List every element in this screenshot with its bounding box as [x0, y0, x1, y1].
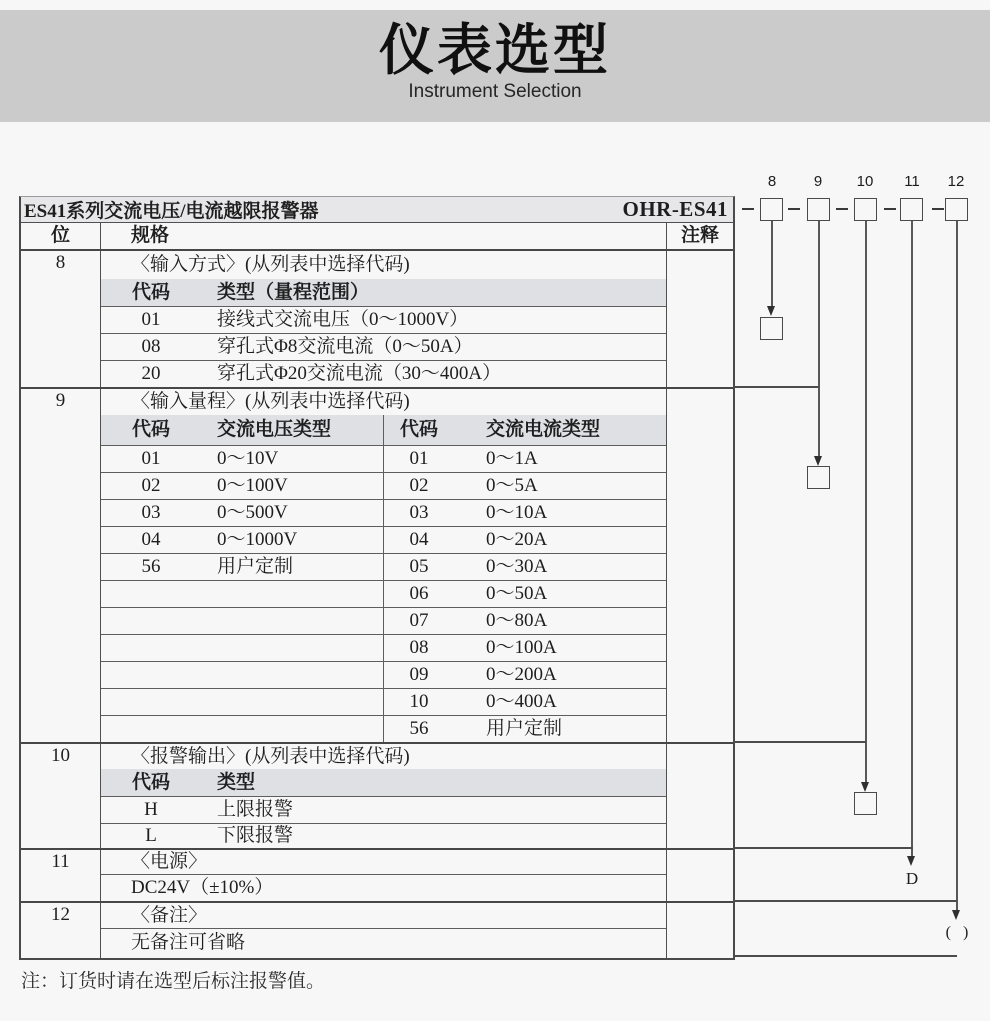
section-12-remark [21, 901, 733, 958]
code-cell: 08 [141, 336, 161, 357]
spec-column-header: 规格 [101, 223, 667, 249]
section-12-title: 〈备注〉 [101, 903, 666, 929]
type-cell: 0～30A [486, 556, 548, 577]
section-9-subheader [101, 415, 666, 445]
dash-separator [742, 208, 754, 210]
code-cell: L [145, 825, 157, 846]
type-cell: 0～20A [486, 529, 548, 550]
type-cell: 用户定制 [217, 556, 294, 577]
table-row [101, 715, 666, 742]
type-header: 类型（量程范围） [217, 282, 370, 303]
note-cell [667, 389, 733, 742]
code-box-9 [807, 198, 830, 221]
section-9-extension-line [733, 386, 819, 388]
table-row [101, 796, 666, 823]
table-row [101, 499, 666, 526]
section-10-alarm-output [21, 742, 733, 848]
dash-separator [932, 208, 944, 210]
code-position-label: 8 [767, 173, 777, 190]
section-9-input-range [21, 387, 733, 742]
code-cell: 01 [141, 309, 161, 330]
table-row [101, 526, 666, 553]
section-10-subheader [101, 769, 666, 796]
section-11-power [21, 848, 733, 901]
code-position-label: 10 [856, 173, 874, 190]
drop-line-8 [771, 221, 773, 306]
section-10-title: 〈报警输出〉(从列表中选择代码) [131, 746, 410, 767]
table-row [101, 607, 666, 634]
code-cell: H [144, 799, 158, 820]
type-cell: 接线式交流电压（0～1000V） [217, 309, 469, 330]
drop-line-12 [956, 221, 958, 910]
type-cell: 穿孔式Φ20交流电流（30～400A） [217, 363, 502, 384]
table-row [101, 445, 666, 472]
type-cell: 0～1A [486, 448, 538, 469]
code-cell: 02 [409, 475, 429, 496]
code-cell: 06 [409, 583, 429, 604]
section-8-title: 〈输入方式〉(从列表中选择代码) [131, 254, 410, 275]
code-target-label-11: D [905, 869, 919, 888]
table-row [101, 688, 666, 715]
code-header: 代码 [131, 772, 170, 793]
section-11-title: 〈电源〉 [101, 850, 666, 875]
note-column-header: 注释 [680, 225, 719, 246]
code-cell: 01 [409, 448, 429, 469]
section-12-value: 无备注可省略 [131, 932, 246, 953]
current-type-header: 交流电流类型 [486, 419, 601, 440]
drop-line-10 [865, 221, 867, 782]
code-header: 代码 [131, 282, 170, 303]
table-row [101, 306, 666, 333]
table-row [101, 634, 666, 661]
section-11-extension-line [733, 847, 913, 849]
type-cell: 0～100V [217, 475, 288, 496]
table-row [101, 553, 666, 580]
selection-table [19, 196, 735, 960]
code-cell: 56 [409, 718, 429, 739]
table-row [101, 823, 666, 848]
section-10-extension-line [733, 741, 866, 743]
section-11-value: DC24V（±10%） [131, 877, 274, 898]
code-cell: 01 [141, 448, 161, 469]
pos-column-header: 位 [21, 223, 101, 249]
note-cell [667, 850, 733, 901]
type-cell: 0～500V [217, 502, 288, 523]
code-cell: 02 [141, 475, 161, 496]
type-cell: 0～80A [486, 610, 548, 631]
type-cell: 0～400A [486, 691, 557, 712]
table-row [101, 580, 666, 607]
note-cell [667, 251, 733, 387]
section-9-position: 9 [21, 389, 101, 742]
section-11-position: 11 [21, 850, 101, 901]
type-cell: 0～100A [486, 637, 557, 658]
code-target-box-10 [854, 792, 877, 815]
code-target-box-8 [760, 317, 783, 340]
type-cell: 0～1000V [217, 529, 298, 550]
code-cell: 03 [141, 502, 161, 523]
note-cell [667, 744, 733, 848]
arrow-down-icon [861, 782, 869, 792]
arrow-down-icon [952, 910, 960, 920]
code-target-box-9 [807, 466, 830, 489]
type-cell: 0～200A [486, 664, 557, 685]
page-title: 仪表选型 [378, 19, 611, 81]
code-box-12 [945, 198, 968, 221]
table-row [101, 661, 666, 688]
table-title-row [21, 197, 733, 222]
type-cell: 0～5A [486, 475, 538, 496]
code-cell: 08 [409, 637, 429, 658]
section-8-subheader [101, 279, 666, 306]
drop-line-9 [818, 221, 820, 456]
section-10-position: 10 [21, 744, 101, 848]
code-position-label: 12 [947, 173, 965, 190]
code-header: 代码 [399, 419, 438, 440]
code-cell: 09 [409, 664, 429, 685]
code-target-label-12: ( ) [945, 924, 973, 941]
table-header-row [21, 222, 733, 249]
footer-note: 注：订货时请在选型后标注报警值。 [21, 971, 326, 992]
dash-separator [836, 208, 848, 210]
type-cell: 下限报警 [217, 825, 294, 846]
code-position-label: 9 [813, 173, 823, 190]
type-cell: 穿孔式Φ8交流电流（0～50A） [217, 336, 473, 357]
page-banner [0, 10, 990, 122]
code-box-8 [760, 198, 783, 221]
dash-separator [884, 208, 896, 210]
dash-separator [788, 208, 800, 210]
series-title: ES41系列交流电压/电流越限报警器 [24, 201, 319, 222]
type-header: 类型 [217, 772, 256, 793]
type-cell: 0～50A [486, 583, 548, 604]
code-cell: 03 [409, 502, 429, 523]
code-cell: 04 [409, 529, 429, 550]
bottom-extension-line [733, 955, 957, 957]
arrow-down-icon [767, 306, 775, 316]
drop-line-11 [911, 221, 913, 856]
section-8-position: 8 [21, 251, 101, 387]
code-header: 代码 [131, 419, 170, 440]
code-box-11 [900, 198, 923, 221]
voltage-type-header: 交流电压类型 [217, 419, 332, 440]
section-12-extension-line [733, 900, 957, 902]
code-cell: 04 [141, 529, 161, 550]
type-cell: 0～10A [486, 502, 548, 523]
type-cell: 0～10V [217, 448, 279, 469]
table-row [101, 333, 666, 360]
code-cell: 56 [141, 556, 161, 577]
arrow-down-icon [814, 456, 822, 466]
type-cell: 用户定制 [486, 718, 563, 739]
code-cell: 10 [409, 691, 429, 712]
section-12-position: 12 [21, 903, 101, 958]
model-prefix: OHR-ES41 [622, 197, 728, 221]
note-cell [667, 903, 733, 958]
page-subtitle: Instrument Selection [408, 81, 582, 102]
code-cell: 20 [141, 363, 161, 384]
code-position-label: 11 [904, 173, 920, 190]
table-row [101, 472, 666, 499]
arrow-down-icon [907, 856, 915, 866]
section-8-input-mode [21, 249, 733, 387]
code-cell: 05 [409, 556, 429, 577]
table-row [101, 360, 666, 387]
section-9-title: 〈输入量程〉(从列表中选择代码) [131, 391, 410, 412]
code-cell: 07 [409, 610, 429, 631]
code-box-10 [854, 198, 877, 221]
type-cell: 上限报警 [217, 799, 294, 820]
